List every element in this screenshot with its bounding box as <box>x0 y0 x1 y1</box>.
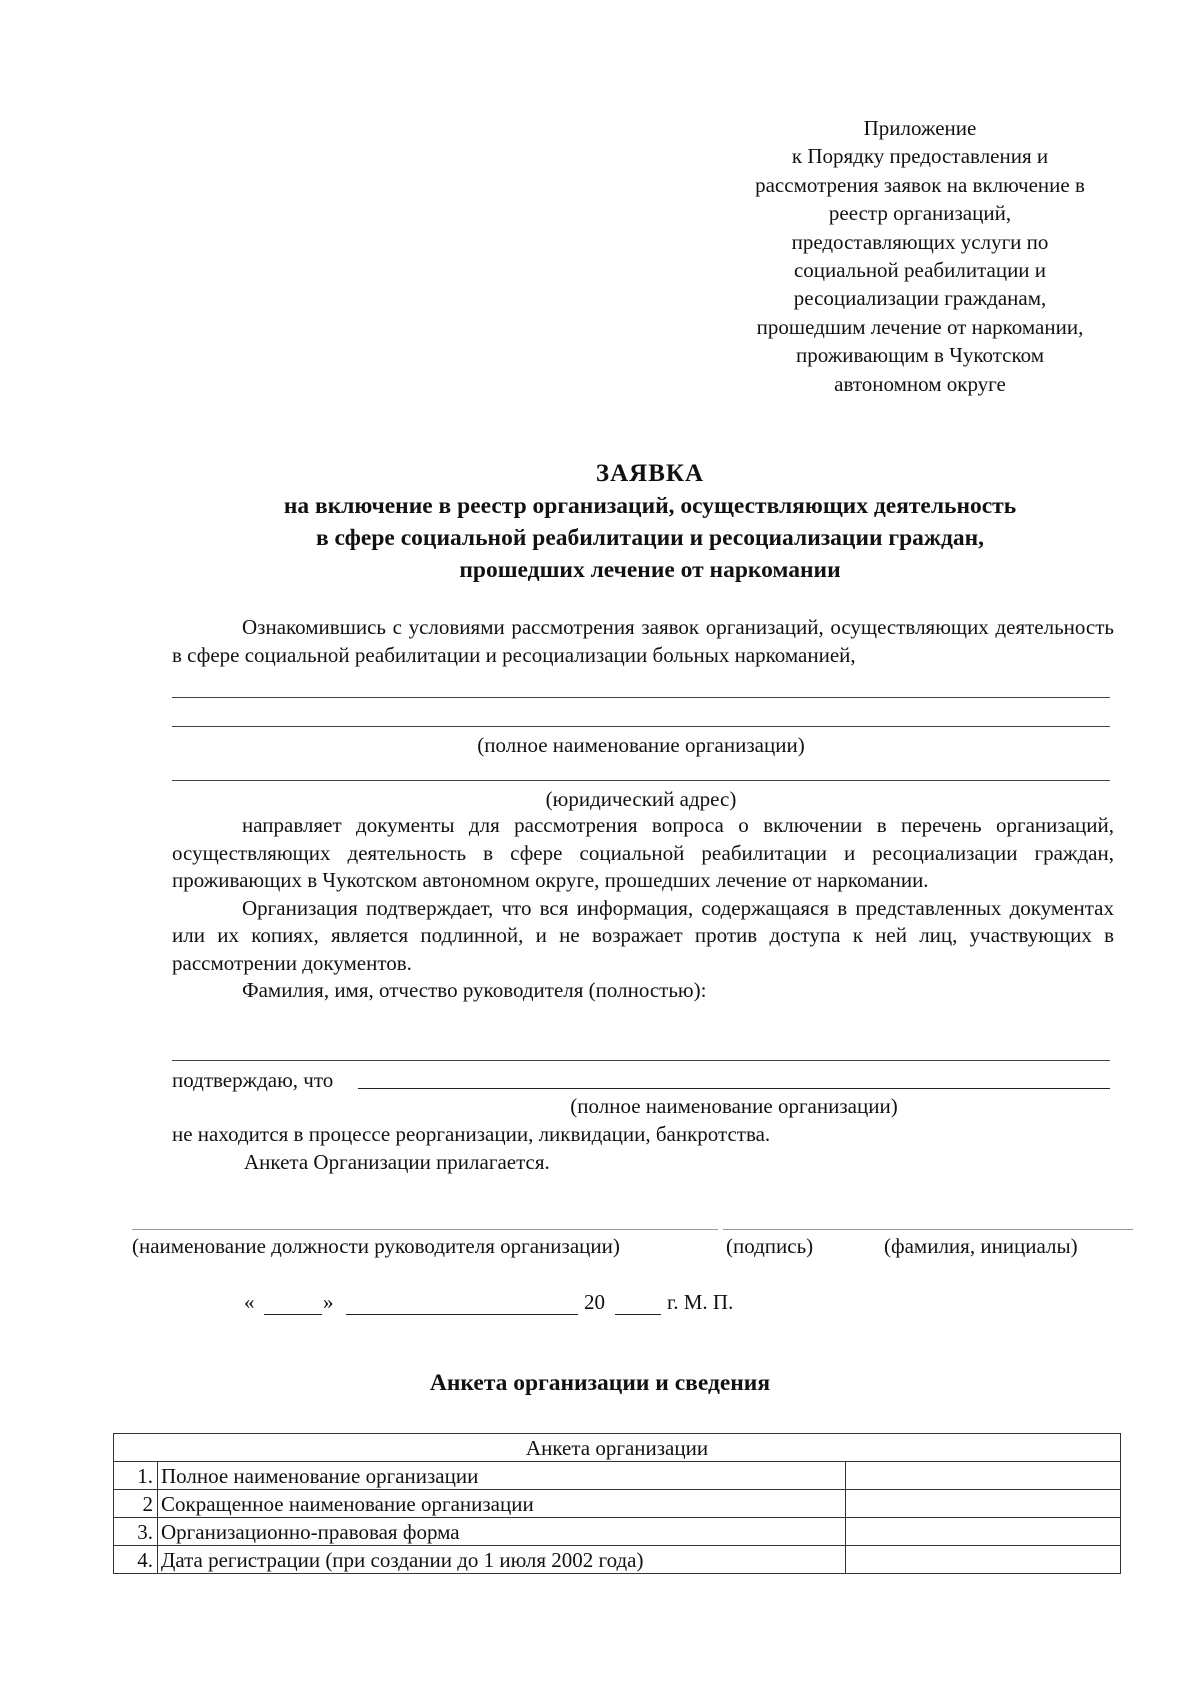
intro-text: Ознакомившись с условиями рассмотрения заявок организаций, осуществляющих деятельность в сфере социальной реабилитации и ресоциализации больных наркоманией, <box>172 615 1114 667</box>
title-subline: прошедших лечение от наркомании <box>459 557 841 583</box>
row-value-cell[interactable] <box>846 1546 1121 1574</box>
row-value-cell[interactable] <box>846 1490 1121 1518</box>
row-number: 2 <box>114 1490 158 1518</box>
appendix-line: прошедшим лечение от наркомании, <box>756 314 1084 339</box>
row-label: Полное наименование организации <box>158 1462 846 1490</box>
title-main: ЗАЯВКА <box>595 460 705 487</box>
table-row <box>114 1490 1121 1518</box>
row-label: Организационно-правовая форма <box>158 1518 846 1546</box>
confirm-org-blank-line[interactable] <box>358 1088 1110 1089</box>
row-number: 1. <box>114 1462 158 1490</box>
sends-paragraph <box>172 812 1114 1005</box>
attached-text: Анкета Организации прилагается. <box>244 1150 550 1174</box>
confirm-that-label: подтверждаю, что <box>172 1068 334 1092</box>
org-name-blank-line[interactable] <box>172 726 1110 727</box>
table-row <box>114 1546 1121 1574</box>
appendix-line: автономном округе <box>834 371 1006 396</box>
row-value-cell[interactable] <box>846 1518 1121 1546</box>
appendix-line: предоставляющих услуги по <box>791 229 1049 254</box>
table-header: Анкета организации <box>114 1434 1121 1462</box>
questionnaire-heading: Анкета организации и сведения <box>429 1370 771 1396</box>
confirms-text: Организация подтверждает, что вся информация, содержащаяся в представленных документах или их копиях, является подлинной, и не возражает против доступа к ней лиц, участвующих в рассмотрении документов. <box>172 895 1114 975</box>
sends-text: направляет документы для рассмотрения вопроса о включении в перечень организаций, осуществляющих деятельность в сфере социальной реабилитации и ресоциализации граждан, проживающих в Чукотском автономном округе, прошедших лечение от наркомании. <box>172 813 1114 892</box>
row-label: Дата регистрации (при создании до 1 июля 2002 года) <box>158 1546 846 1574</box>
legal-address-blank-line[interactable] <box>172 780 1110 781</box>
appendix-line: Приложение <box>863 116 977 140</box>
org-name-caption-2: (полное наименование организации) <box>570 1094 898 1118</box>
position-caption: (наименование должности руководителя организации) <box>132 1234 620 1258</box>
appendix-line: к Порядку предоставления и <box>791 144 1049 169</box>
title-subline: в сфере социальной реабилитации и ресоциализации граждан, <box>315 525 985 551</box>
signature-caption: (подпись) <box>726 1234 814 1258</box>
row-value-cell[interactable] <box>846 1462 1121 1490</box>
document-title <box>170 458 1130 586</box>
signature-blank-line[interactable] <box>723 1229 1133 1230</box>
questionnaire-table <box>113 1433 1121 1574</box>
position-blank-line[interactable] <box>132 1229 718 1230</box>
appendix-header <box>720 114 1120 398</box>
date-year-blank[interactable] <box>615 1314 661 1315</box>
date-month-blank[interactable] <box>346 1314 578 1315</box>
head-name-label: Фамилия, имя, отчество руководителя (полностью): <box>242 978 707 1002</box>
date-year-prefix: 20 <box>584 1290 605 1314</box>
appendix-line: реестр организаций, <box>828 201 1012 226</box>
appendix-line: социальной реабилитации и <box>793 258 1047 283</box>
fullname-caption: (фамилия, инициалы) <box>884 1234 1078 1258</box>
date-quote-open: « <box>244 1290 255 1314</box>
not-in-process-text: не находится в процессе реорганизации, ликвидации, банкротства. <box>172 1122 771 1146</box>
row-number: 4. <box>114 1546 158 1574</box>
row-label: Сокращенное наименование организации <box>158 1490 846 1518</box>
table-row <box>114 1462 1121 1490</box>
row-number: 3. <box>114 1518 158 1546</box>
table-header-row <box>114 1434 1121 1462</box>
date-day-blank[interactable] <box>264 1314 322 1315</box>
date-year-suffix: г. М. П. <box>667 1290 734 1314</box>
date-quote-close: » <box>323 1290 334 1314</box>
table-row <box>114 1518 1121 1546</box>
appendix-line: рассмотрения заявок на включение в <box>755 172 1085 197</box>
appendix-line: проживающим в Чукотском <box>795 343 1044 368</box>
title-subline: на включение в реестр организаций, осуществляющих деятельность <box>283 493 1017 519</box>
appendix-line: ресоциализации гражданам, <box>793 286 1047 311</box>
org-name-caption: (полное наименование организации) <box>477 733 805 757</box>
legal-address-caption: (юридический адрес) <box>545 787 737 811</box>
head-name-blank-line[interactable] <box>172 1060 1110 1061</box>
intro-paragraph <box>172 614 1114 669</box>
org-name-blank-line[interactable] <box>172 697 1110 698</box>
